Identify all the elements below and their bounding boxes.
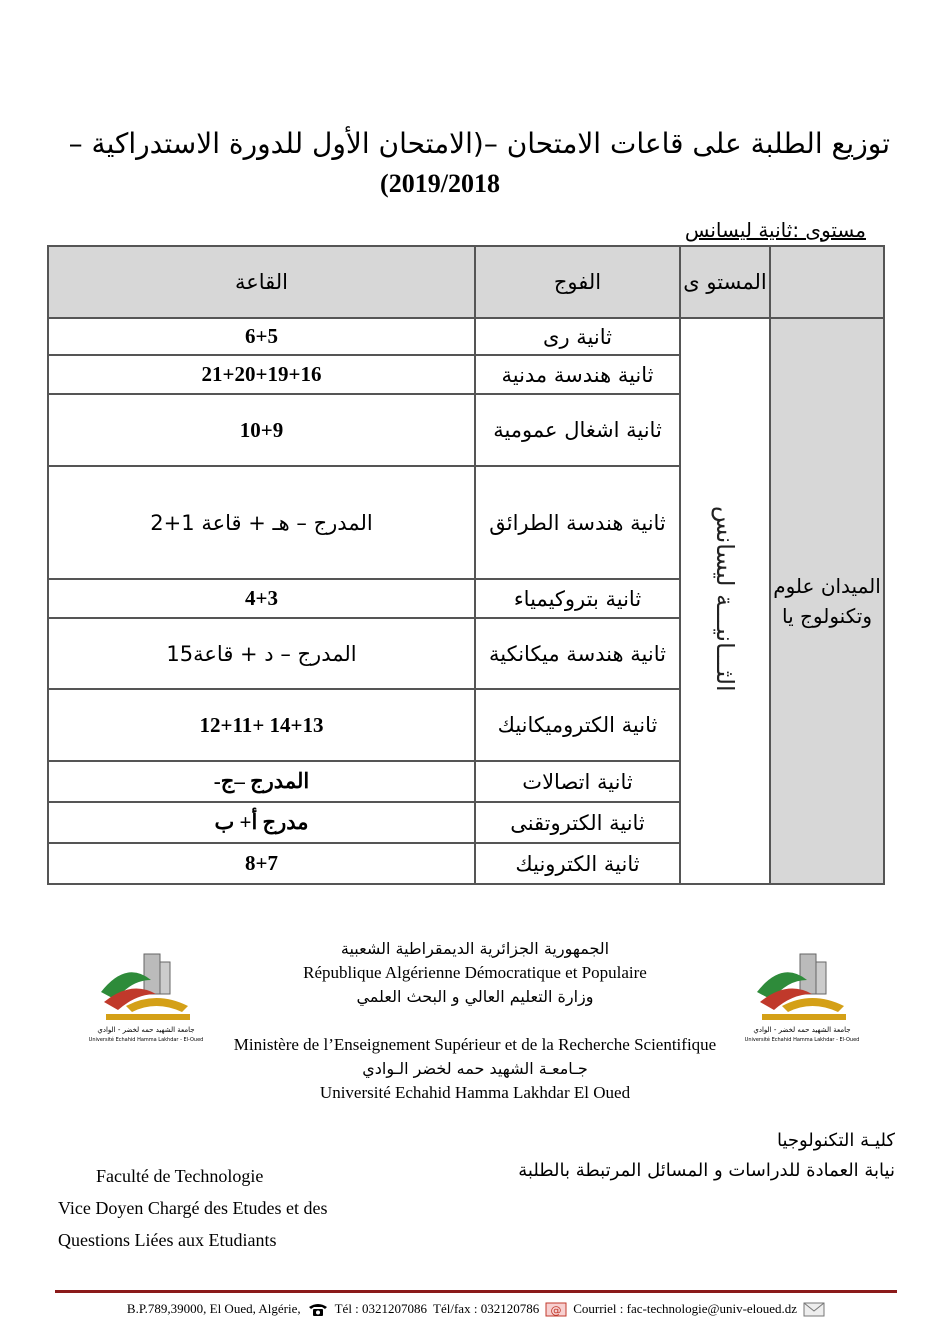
title-line-2: 2019/2018)	[380, 169, 500, 198]
hall-cell: 14+13 +12+11	[48, 689, 475, 761]
title-line-1: توزيع الطلبة على قاعات الامتحان –(الامتحان الأول للدورة الاستدراكية –	[68, 127, 890, 160]
university-logo-left	[88, 950, 204, 1045]
faculty-fr-line-1: Faculté de Technologie	[96, 1166, 264, 1186]
group-cell: ثانية هندسة مدنية	[475, 355, 680, 394]
hall-cell: المدرج – هـ + قاعة 1+2	[48, 466, 475, 579]
level-vertical-text: الثـــانيـــة ليسانس	[711, 506, 739, 692]
email-at-icon	[545, 1301, 567, 1317]
university-ar: جـامعـة الشهيد حمه لخضر الـوادي	[362, 1059, 588, 1078]
faculty-fr-line-2: Vice Doyen Chargé des Etudes et des	[58, 1198, 328, 1218]
group-cell: ثانية الكتروتقنى	[475, 802, 680, 843]
republic-ar: الجمهورية الجزائرية الديمقراطية الشعبية	[340, 939, 610, 958]
group-cell: ثانية اتصالات	[475, 761, 680, 802]
group-cell: ثانية رى	[475, 318, 680, 355]
hall-cell: 8+7	[48, 843, 475, 884]
svg-text:Université Echahid Hamma Lakhd: Université Echahid Hamma Lakhdar - El-Oued	[744, 1037, 860, 1043]
header-field	[770, 246, 884, 318]
hall-cell: 6+5	[48, 318, 475, 355]
group-cell: ثانية بتروكيمياء	[475, 579, 680, 618]
group-cell: ثانية الكتروميكانيك	[475, 689, 680, 761]
header-hall: القاعة	[48, 246, 475, 318]
level-line: مستوى :ثانية ليسانس	[684, 218, 866, 242]
header-group: الفوج	[475, 246, 680, 318]
faculty-ar-line-2: نيابة العمادة للدراسات و المسائل المرتبطة بالطلبة	[518, 1160, 895, 1181]
distribution-table	[47, 245, 885, 885]
footer-tel: Tél : 0321207086	[334, 1301, 428, 1316]
faculty-french	[58, 1160, 378, 1256]
header-level: المستو ى	[680, 246, 770, 318]
footer-divider	[55, 1290, 897, 1293]
svg-text:Université Echahid Hamma Lakhd: Université Echahid Hamma Lakhdar - El-Oued	[88, 1037, 204, 1043]
faculty-ar-line-1: كليـة التكنولوجيا	[776, 1130, 895, 1151]
svg-text:@: @	[550, 1304, 562, 1317]
group-cell: ثانية هندسة الطرائق	[475, 466, 680, 579]
hall-cell: مدرج أ+ ب	[48, 802, 475, 843]
republic-fr: République Algérienne Démocratique et Populaire	[303, 963, 647, 982]
footer-email[interactable]: Courriel : fac-technologie@univ-eloued.dz	[573, 1301, 798, 1316]
university-logo-right	[744, 950, 860, 1045]
hall-cell: المدرج –ج-	[48, 761, 475, 802]
telephone-icon	[307, 1301, 329, 1317]
university-fr: Université Echahid Hamma Lakhdar El Oued	[319, 1083, 631, 1102]
hall-cell: 10+9	[48, 394, 475, 466]
table-row	[48, 318, 884, 355]
faculty-arabic	[440, 1126, 895, 1186]
group-cell: ثانية هندسة ميكانكية	[475, 618, 680, 689]
hall-cell: المدرج – د + قاعة15	[48, 618, 475, 689]
footer-telfax: Tél/fax : 032120786	[433, 1301, 540, 1316]
level-cell	[680, 318, 770, 884]
footer	[55, 1301, 897, 1317]
group-cell: ثانية اشغال عمومية	[475, 394, 680, 466]
svg-text:جامعة الشهيد حمه لخضر - الوادي: جامعة الشهيد حمه لخضر - الوادي	[753, 1026, 851, 1034]
faculty-fr-line-3: Questions Liées aux Etudiants	[58, 1230, 277, 1250]
ministry-ar: وزارة التعليم العالي و البحث العلمي	[356, 987, 594, 1006]
institution-header	[190, 937, 760, 1105]
ministry-fr: Ministère de l’Enseignement Supérieur et de la Recherche Scientifique	[233, 1035, 717, 1054]
field-cell: الميدان علوم وتكنولوج يا	[770, 318, 884, 884]
svg-text:جامعة الشهيد حمه لخضر - الوادي: جامعة الشهيد حمه لخضر - الوادي	[97, 1026, 195, 1034]
envelope-icon	[803, 1301, 825, 1317]
hall-cell: 4+3	[48, 579, 475, 618]
page-title	[60, 124, 890, 204]
footer-address: B.P.789,39000, El Oued, Algérie,	[126, 1301, 301, 1316]
group-cell: ثانية الكترونيك	[475, 843, 680, 884]
hall-cell: 21+20+19+16	[48, 355, 475, 394]
